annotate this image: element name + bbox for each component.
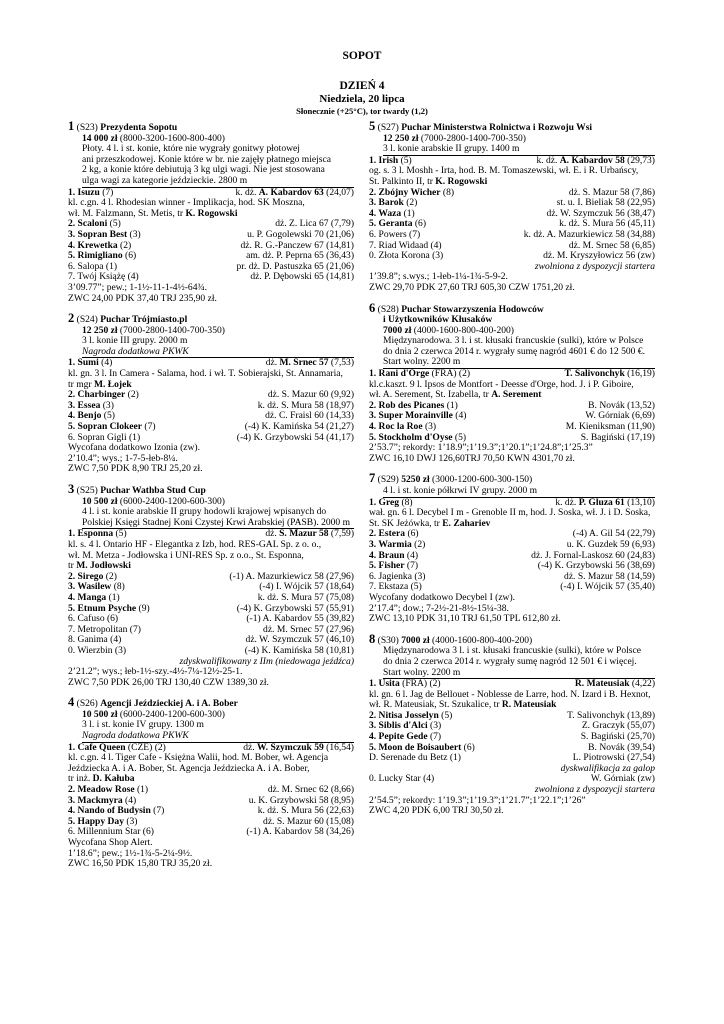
horse-name: 2. Zbójny Wicher [369,187,441,198]
race-block [369,300,655,465]
placing-jockey: u. K. Guzdek 59 (6,93) [566,538,655,550]
winner-info: kl.c.kaszt. 9 l. Ipsos de Montfort - Deesse d'Orge, hod. J. i P. Giboire, [369,378,634,390]
placing-horse: 4. Braun (4) [369,550,419,561]
placing-jockey: dż. Z. Lica 67 (7,79) [275,218,354,230]
jockey-name: W. Szymczuk 59 [257,741,324,753]
placing-horse: 4. Benjo (5) [68,411,115,422]
winner-info: St. SK Jeżówka, tr E. Zahariev [369,517,491,529]
date-line: Niedziela, 20 lipca [319,93,405,105]
horse-name: 5. Rimigliano [68,251,123,262]
winner-info: tr mgr M. Łojek [68,378,132,390]
race-code: (S25) [76,485,98,496]
placing-jockey: B. Novák (13,52) [588,399,655,411]
race-prize: 10 500 zł [82,708,118,720]
placing-horse: 0. Złota Korona (3) [369,251,444,262]
horse-name: 3. Barok [369,198,404,209]
race-name: Agencji Jeździeckiej A. i A. Bober [100,698,238,710]
placing-note: dyskwalifikacja za galop [560,762,655,774]
placing-jockey: am. dż. P. Peprna 65 (36,43) [246,250,354,262]
race-name: Puchar Stowarzyszenia Hodowców [401,303,544,315]
placing-jockey: (-1) A. Kabardov 55 (39,82) [246,613,354,625]
race-note: zwolniona z dyspozycji startera [534,784,655,796]
placing-horse: 6. Jagienka (3) [369,571,426,582]
race-condition: Start wolny. 2200 m [383,357,655,369]
horse-name: 3. Siblis d'Alci [369,721,428,732]
race-condition: ulga wagi za kategorie jeździeckie. 2800 m [82,176,354,188]
winner-info: wł. R. Mateusiak, St. Szukalice, tr R. Mateusiak [369,699,557,711]
placing-horse: 4. Manga (1) [68,592,120,603]
race-prize: 12 250 zł [383,132,419,144]
placing-jockey: Z. Graczyk (55,07) [581,720,655,732]
placing-jockey: dż. M. Srnec 62 (8,66) [267,784,354,796]
winner-info: wał. gn. 6 l. Decybel I m - Grenoble II m, hod. J. Soska, wł. J. i D. Soska, [369,507,651,519]
placing-jockey: st. u. I. Bieliak 58 (22,95) [556,197,655,209]
horse-name: 1. Cafe Queen [68,742,126,753]
winner-info: kl. c.gn. 4 l. Tiger Cafe - Księżna Walii, hod. M. Bober, wł. Agencja [68,752,329,764]
placing-horse: 6. Millennium Star (6) [68,827,154,838]
race-condition: Polskiej Księgi Stadnej Koni Czystej Krwi Arabskiej (PASB). 2000 m [82,518,354,530]
winner-jockey: R. Mateusiak (4,22) [574,678,655,690]
placing-horse: 5. Rimigliano (6) [68,251,137,262]
race-condition: do dnia 2 czerwca 2014 r. wygrały sumę nagród 12 501 € i więcej. [383,655,637,667]
race-block [68,121,354,304]
race-result-line: ZWC 7,50 PDK 8,90 TRJ 25,20 zł. [68,463,203,475]
placing-jockey: k. dż. A. Mazurkiewicz 58 (34,88) [523,228,655,240]
placing-horse: 6. Powers (7) [369,229,421,240]
race-result-line: 2’21.2”; wys.; łeb-1½-szy.-4½-7¼-12½-25-1. [68,666,243,678]
race-code: (S27) [377,122,399,133]
horse-name: 4. Roc la Roe [369,422,423,433]
right-column [369,121,655,826]
race-result-line: ZWC 13,10 PDK 31,10 TRJ 61,50 TPL 612,80 zł. [369,613,561,625]
race-condition: Płoty. 4 l. i st. konie, które nie wygrały gonitwy płotowej [82,143,300,155]
horse-name: 1. Isuzu [68,187,100,198]
placing-jockey: W. Górniak (zw) [590,773,655,785]
race-block [369,473,655,624]
winner-info: wł. A. Serement, St. Izabella, tr A. Serement [369,389,542,401]
race-result-line: 1’39.8”; s.wys.; 1-łeb-1¼-1¾-5-9-2. [369,271,508,283]
race-condition: ani przeszkodowej. Konie które w br. nie zajęły płatnego miejsca [82,153,331,165]
winner-info: wł. M. Falzmann, St. Metis, tr K. Rogowski [68,207,238,219]
placing-horse: 7. Metropolitan (7) [68,624,141,635]
race-result-line: ZWC 16,50 PDK 15,80 TRJ 35,20 zł. [68,858,213,870]
placing-jockey: (-4) I. Wójcik 57 (18,64) [259,581,354,593]
placing-row [369,230,655,241]
race-prize-split: (3000-1200-600-300-150) [432,474,533,486]
winner-jockey: k. dż. P. Gluza 61 (13,10) [555,496,655,508]
race-name: Puchar Ministerstwa Rolnictwa i Rozwoju Wsi [401,122,593,133]
race-condition: 3 l. konie III grupy. 2000 m [82,335,188,347]
placing-horse: 3. Siblis d'Alci (3) [369,721,442,732]
placing-jockey: (-4) K. Grzybowski 56 (38,69) [537,560,655,572]
race-details [68,497,354,530]
horse-name: 5. Geranta [369,219,413,230]
horse-name: 4. Nando of Budysin [68,806,151,817]
jockey-name: A. Kabardov 63 [258,186,324,198]
trainer-name: M. Łojek [93,378,132,390]
race-prize-split: (7000-2800-1400-700-350) [420,132,526,144]
trainer-name: K. Rogowski [185,207,238,219]
horse-name: 2. Estera [369,529,406,540]
placing-horse: 5. Etnum Psyche (9) [68,603,150,614]
jockey-name: R. Mateusiak [574,678,630,690]
horse-name: 1. Usita [369,679,400,690]
race-condition: Start wolny. 2200 m [383,668,655,680]
placing-horse: 3. Warmia (2) [369,539,426,550]
race-name: Prezydenta Sopotu [100,122,178,133]
race-prize: 5250 zł [401,474,430,486]
race-note: zdyskwalifikowany z IIm (niedowaga jeźdźca) [179,655,354,667]
placing-horse: 5. Fisher (7) [369,561,419,572]
winner-name: 1. Greg (8) [369,497,413,508]
race-result-line: 2’10.4”; wys.; 1-7-5-łeb-8¼. [68,452,178,464]
horse-name: 2. Charbinger [68,390,126,401]
race-code: (S30) [377,634,399,646]
horse-name: 1. Esponna [68,529,114,540]
race-condition: do dnia 2 czerwca 2014 r. wygrały sumę nagród 4601 € do 12 500 €. [383,345,645,357]
race-note: zwolniona z dyspozycji startera [534,260,655,272]
horse-name: 4. Waza [369,208,402,219]
jockey-name: S. Mazur 58 [279,528,329,540]
placing-horse: 3. Barok (2) [369,198,418,209]
placing-jockey: (-1) A. Mazurkiewicz 58 (27,96) [229,570,354,582]
placing-horse: 4. Krewetka (2) [68,240,132,251]
race-condition: 3 l. i st. konie IV grupy. 1300 m [82,719,204,731]
placing-horse: 2. Scaloni (5) [68,219,121,230]
page-header [0,50,724,117]
horse-name: 4. Krewetka [68,240,118,251]
winner-jockey: dż. W. Szymczuk 59 (16,54) [243,741,354,753]
placing-jockey: (-4) K. Kamińska 58 (10,81) [244,644,354,656]
horse-name: 3. Super Morainville [369,411,453,422]
placing-jockey: L. Piotrowski (27,54) [572,752,655,764]
jockey-name: T. Salivonchyk [564,368,625,380]
horse-name: 4. Manga [68,592,107,603]
placing-horse: 5. Moon de Boisaubert (6) [369,742,475,753]
horse-name: 3. Wasilew [68,582,112,593]
placing-horse: 7. Riad Widaad (4) [369,240,442,251]
race-result-line: ZWC 4,20 PDK 6,00 TRJ 30,50 zł. [369,805,504,817]
horse-name: 2. Nitisa Josselyn [369,710,439,721]
race-block [68,697,354,870]
winner-info: kl. gn. 3 l. In Camera - Salama, hod. i wł. T. Sobierajski, St. Annamaria, [68,368,343,380]
placing-jockey: (-4) K. Grzybowski 57 (55,91) [236,602,354,614]
race-prize-split: (7000-2800-1400-700-350) [119,324,225,336]
placing-jockey: W. Górniak (6,69) [585,410,655,422]
race-number: 1 [68,119,75,133]
left-column [68,121,354,879]
race-condition: Międzynarodowa 3 l. i st. kłusaki francuskie (sulki), które w Polsce [383,645,641,657]
winner-info: tr M. Jodłowski [68,560,131,572]
placing-jockey: dż. J. Fornal-Laskosz 60 (24,83) [531,549,655,561]
horse-name: 1. Rani d'Orge [369,369,430,380]
horse-name: 3. Mackmyra [68,795,123,806]
placing-horse: 2. Charbinger (2) [68,390,139,401]
weather-line: Słonecznie (+25°C), tor twardy (1,2) [296,106,428,116]
race-result-line: 2’54.5”; rekordy: 1’19.3”;1’19.3”;1’21.7”;1’22.1”;1’26” [369,794,586,806]
winner-info: wł. M. Metza - Jodłowska i UNI-RES Sp. z o.o., St. Esponna, [68,549,304,561]
race-condition: 3 l. konie arabskie II grupy. 1400 m [383,144,655,156]
race-prize-split: (4000-1600-800-400-200) [432,634,533,646]
trainer-name: D. Kałuba [92,773,135,785]
placing-jockey: k. dż. S. Mura 57 (75,08) [257,591,354,603]
race-code: (S23) [76,122,98,133]
race-details [68,134,354,188]
placing-horse: 5. Sopran Clokeer (7) [68,422,156,433]
winner-name: 1. Esponna (5) [68,529,127,540]
placing-horse: 4. Nando of Budysin (7) [68,806,165,817]
race-bonus: Nagroda dodatkowa PKWK [82,731,354,743]
horse-name: 2. Meadow Rose [68,785,135,796]
placing-jockey: k. dż. S. Mura 56 (45,11) [559,218,655,230]
race-extra: Wycofany dodatkowo Decybel I (zw). [369,591,516,603]
horse-name: 1. Greg [369,497,400,508]
race-result-line: 2’53.7”; rekordy: 1’18.9”;1’19.3”;1’20.1”;1’24.8”;1’25.3” [369,442,593,454]
placing-jockey: dż. S. Mazur 60 (15,08) [263,815,354,827]
placing-jockey: S. Bagiński (17,19) [580,431,655,443]
placing-jockey: (-4) I. Wójcik 57 (35,40) [560,581,655,593]
trainer-name: M. Jodłowski [76,560,131,572]
race-prize: 7000 zł [401,634,430,646]
race-prize: 7000 zł [383,324,412,336]
placing-horse: 0. Lucky Star (4) [369,774,435,785]
winner-jockey: T. Salivonchyk (16,19) [564,368,655,380]
placing-jockey: T. Salivonchyk (13,89) [567,709,655,721]
horse-name: 5. Happy Day [68,816,124,827]
jockey-name: P. Gluza 61 [578,496,625,508]
placing-horse: D. Serenade du Betz (1) [369,753,461,764]
race-number: 4 [68,695,75,710]
horse-name: 5. Fisher [369,561,405,572]
winner-jockey: dż. S. Mazur 58 (7,59) [265,528,354,540]
placing-jockey: B. Novák (39,54) [588,741,655,753]
city-title: SOPOT [342,50,382,62]
placing-horse: 6. Salopa (1) [68,261,118,272]
placing-horse: 3. Super Morainville (4) [369,411,467,422]
placing-jockey: pr. dż. D. Pastuszka 65 (21,06) [236,260,354,272]
horse-name: 5. Sopran Clokeer [68,422,142,433]
race-result-line: ZWC 16,10 DWJ 126,60TRJ 70,50 KWN 4301,70 zł. [369,452,575,464]
horse-name: 5. Stockholm d'Oyse [369,432,453,443]
placing-horse: 3. Sopran Best (3) [68,229,141,240]
placing-jockey: M. Kieniksman (11,90) [565,421,655,433]
winner-info: kl. c.gn. 4 l. Rhodesian winner - Implikacja, hod. SK Moszna, [68,197,305,209]
trainer-name: R. Mateusiak [501,699,557,711]
placing-horse: 2. Zbójny Wicher (8) [369,187,455,198]
placing-horse: 6. Sopran Gigli (1) [68,432,141,443]
race-prize: 12 250 zł [82,324,118,336]
placing-jockey: S. Bagiński (25,70) [580,731,655,743]
race-name-cont: i Użytkowników Kłusaków [383,314,493,326]
race-extra: Wycofana Shop Alert. [68,837,153,848]
winner-name: 1. Rani d'Orge (FRA) (2) [369,369,471,380]
race-code: (S24) [76,314,98,326]
trainer-name: E. Zahariev [442,517,491,529]
horse-name: 5. Etnum Psyche [68,603,137,614]
placing-horse: 5. Happy Day (3) [68,816,138,827]
placing-horse: 2. Estera (6) [369,529,419,540]
placing-jockey: k. dż. S. Mura 58 (18,97) [257,399,354,411]
race-bonus: Nagroda dodatkowa PKWK [82,347,354,359]
winner-info: kl. gn. 6 l. Jag de Bellouet - Noblesse de Larre, hod. N. Izard i B. Hexnot, [369,688,651,700]
race-code: (S29) [377,474,399,486]
day-title: DZIEŃ 4 [339,80,385,92]
jockey-name: A. Kabardov 58 [559,154,625,166]
race-details [68,326,354,359]
winner-jockey: k. dż. A. Kabardov 63 (24,07) [235,186,354,198]
placing-horse: 2. Nitisa Josselyn (5) [369,710,453,721]
winner-name: 1. Usita (FRA) (2) [369,679,441,690]
race-prize-split: (8000-3200-1600-800-400) [119,132,225,144]
race-prize-split: (4000-1600-800-400-200) [413,324,514,336]
placing-jockey: (-4) K. Kamińska 54 (21,27) [244,421,354,433]
placing-jockey: u. K. Grzybowski 58 (8,95) [248,794,354,806]
placing-jockey: (-4) A. Gil 54 (22,79) [572,528,655,540]
race-result-line: ZWC 29,70 PDK 27,60 TRJ 605,30 CZW 1751,20 zł. [369,281,575,293]
winner-info: kl. s. 4 l. Ontario HF - Elegantka z Izb, hod. RES-GAL Sp. z o. o., [68,538,322,550]
winner-name: 1. Irish (5) [369,155,412,166]
race-block [68,484,354,688]
placing-jockey: (-1) A. Kabardov 58 (34,26) [246,826,354,838]
placing-horse: 3. Wasilew (8) [68,582,125,593]
horse-name: 3. Sopran Best [68,229,128,240]
placing-horse: 4. Waza (1) [369,208,415,219]
race-result-line: 3’09.77”; pew.; 1-1½-11-1-4½-64¾. [68,281,208,293]
horse-name: 4. Braun [369,550,405,561]
placing-jockey: (-4) K. Grzybowski 54 (41,17) [236,431,354,443]
race-block [369,631,655,817]
race-number: 7 [369,471,376,486]
winner-jockey: k. dż. A. Kabardov 58 (29,73) [536,154,655,166]
horse-name: 2. Sirego [68,571,104,582]
placing-jockey: dż. S. Mazur 58 (7,86) [568,186,655,198]
horse-name: 1. Irish [369,155,399,166]
jockey-name: M. Srnec 57 [279,357,329,369]
winner-name: 1. Cafe Queen (CZE) (2) [68,742,166,753]
placing-jockey: k. dż. S. Mura 56 (22,63) [257,805,354,817]
placing-horse: 3. Essea (3) [68,400,114,411]
placing-horse: 8. Ganima (4) [68,635,122,646]
race-name: Puchar Trójmiasto.pl [100,314,188,326]
race-details [369,315,655,369]
race-details [369,646,655,679]
placing-horse: 4. Pepite Gede (7) [369,732,442,743]
race-result-line: ZWC 7,50 PDK 26,00 TRJ 130,40 CZW 1389,30 zł. [68,676,269,688]
race-number: 3 [68,482,75,496]
winner-name: 1. Isuzu (7) [68,187,114,198]
placing-horse: 5. Stockholm d'Oyse (5) [369,432,467,443]
race-prize: 14 000 zł [82,132,118,144]
race-details [369,134,655,156]
placing-jockey: dż. R. G.-Panczew 67 (14,81) [240,239,354,251]
race-block [369,121,655,294]
race-prize-split: (6000-2400-1200-600-300) [119,495,225,507]
horse-name: 3. Essea [68,400,101,411]
winner-name: 1. Sumi (4) [68,358,113,369]
horse-name: 1. Sumi [68,358,99,369]
race-prize-split: (6000-2400-1200-600-300) [119,708,225,720]
race-code: (S26) [76,698,98,710]
race-condition: 2 kg, a konie które debiutują 3 kg ulgi wagi. Nie jest stosowana [82,164,325,176]
placing-row [369,540,655,551]
placing-horse: 7. Ekstaza (5) [369,582,422,593]
race-prize: 10 500 zł [82,495,118,507]
placing-horse: 0. Wierzbin (3) [68,645,127,656]
placing-horse: 2. Sirego (2) [68,571,117,582]
placing-horse: 3. Mackmyra (4) [68,795,137,806]
placing-horse: 2. Rob des Picanes (1) [369,400,458,411]
placing-jockey: dż. M. Srnec 57 (27,96) [263,623,354,635]
race-number: 5 [369,119,376,133]
placing-jockey: dż. S. Mazur 60 (9,92) [267,389,354,401]
winner-info: og. s. 3 l. Moshh - Irta, hod. B. M. Tomaszewski, wł. E. i R. Urbańscy, [369,165,639,177]
placing-jockey: dż. W. Szymczuk 56 (38,47) [546,207,655,219]
placing-jockey: dż. M. Srnec 58 (6,85) [568,239,655,251]
horse-name: 2. Rob des Picanes [369,400,445,411]
race-extra: Wycofana dodatkowo Izonia (zw). [68,442,200,454]
trainer-name: K. Rogowski [435,175,488,187]
race-result-line: ZWC 24,00 PDK 37,40 TRJ 235,90 zł. [68,292,217,304]
placing-jockey: dż. C. Fraisl 60 (14,33) [265,410,354,422]
trainer-name: A. Serement [491,389,542,401]
race-condition: 4 l. i st. konie arabskie II grupy hodowli krajowej wpisanych do [82,506,327,518]
race-name: Puchar Wathba Stud Cup [100,485,206,496]
placing-row [68,646,354,657]
horse-name: 5. Moon de Boisaubert [369,742,462,753]
placing-jockey: dż. S. Mazur 58 (14,59) [564,570,655,582]
placing-horse: 2. Meadow Rose (1) [68,785,149,796]
winner-info: tr inż. D. Kałuba [68,773,135,785]
placing-jockey: dż. M. Kryszyłowicz 56 (zw) [543,250,655,262]
horse-name: 4. Benjo [68,411,102,422]
placing-horse: 5. Geranta (6) [369,219,427,230]
placing-row [68,593,354,604]
placing-jockey: dż. P. Dębowski 65 (14,81) [250,271,354,283]
race-result-line: 2’17.4”; dow.; 7-2½-21-8½-15¼-38. [369,602,509,614]
placing-horse: 6. Cafuso (6) [68,614,119,625]
race-number: 2 [68,311,75,326]
race-number: 6 [369,300,376,315]
race-result-line: 1’18.6”; pew.; 1½-1¾-5-2¼-9½. [68,847,193,859]
horse-name: 2. Scaloni [68,219,108,230]
race-code: (S28) [377,303,399,315]
placing-jockey: u. P. Gogolewski 70 (21,06) [247,228,354,240]
race-number: 8 [369,631,376,646]
placing-horse: 7. Twój Książę (4) [68,272,139,283]
winner-jockey: dż. M. Srnec 57 (7,53) [265,357,354,369]
horse-name: 3. Warmia [369,539,412,550]
winner-info: St. Palkinto II, tr K. Rogowski [369,175,488,187]
race-condition: 4 l. i st. konie półkrwi IV grupy. 2000 m [383,486,655,498]
horse-name: 4. Pepite Gede [369,732,428,743]
race-condition: Międzynarodowa. 3 l. i st. kłusaki francuskie (sulki), które w Polsce [383,335,644,347]
race-details [68,710,354,743]
placing-horse: 4. Roc la Roe (3) [369,422,437,433]
race-block [68,313,354,475]
placing-jockey: dż. W. Szymczuk 57 (46,10) [245,634,354,646]
placing-row [68,230,354,241]
winner-info: Jeździecka A. i A. Bober, St. Agencja Jeździecka A. i A. Bober, [68,762,310,774]
